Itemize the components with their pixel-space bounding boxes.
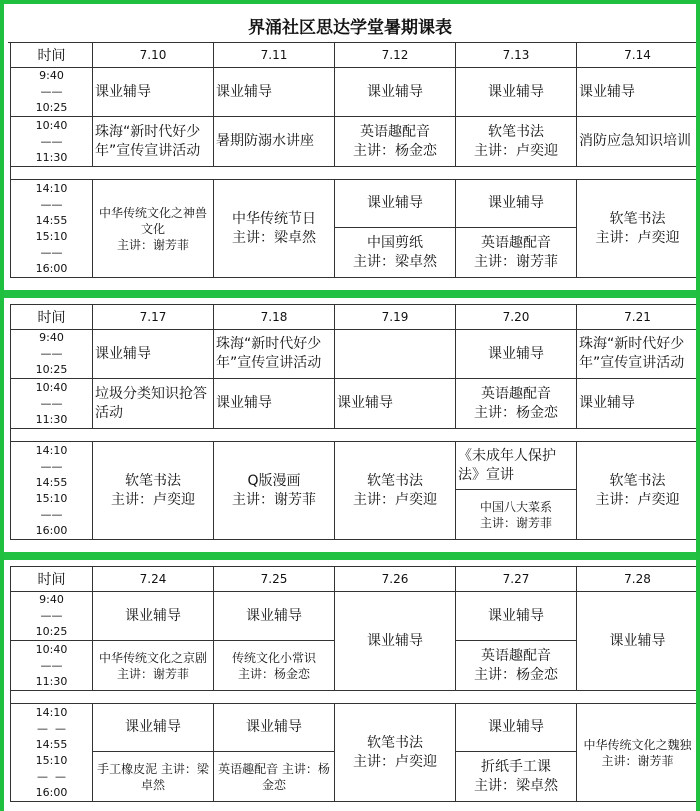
date-header: 7.14 [577, 43, 699, 68]
date-header: 7.11 [214, 43, 335, 68]
date-header: 7.12 [335, 43, 456, 68]
date-header: 7.19 [335, 305, 456, 330]
class-cell: 课业辅导 [214, 704, 335, 752]
class-cell: 课业辅导 [335, 180, 456, 228]
time-slot: 10:40 —— 11:30 [11, 379, 93, 429]
week2-table [10, 304, 699, 540]
class-cell: 中国八大菜系 主讲：谢芳菲 [456, 490, 577, 540]
time-slot: 10:40 —— 11:30 [11, 641, 93, 691]
class-cell: 传统文化小常识 主讲：杨金恋 [214, 641, 335, 691]
week3-table [10, 566, 699, 802]
class-cell: 课业辅导 [577, 379, 699, 429]
class-cell: 课业辅导 [335, 68, 456, 117]
week-separator [4, 290, 696, 298]
class-cell: 英语趣配音 主讲：杨金恋 [456, 641, 577, 691]
class-cell: 课业辅导 [93, 704, 214, 752]
date-header: 7.27 [456, 567, 577, 592]
date-header: 7.25 [214, 567, 335, 592]
class-cell: 课业辅导 [577, 68, 699, 117]
row-gap [11, 167, 699, 180]
class-cell: 软笔书法 主讲：卢奕迎 [577, 442, 699, 540]
class-cell: 课业辅导 [456, 704, 577, 752]
class-cell: 中国剪纸 主讲：梁卓然 [335, 228, 456, 278]
class-cell: 课业辅导 [456, 330, 577, 379]
class-cell: 课业辅导 [577, 592, 699, 691]
class-cell: 中华传统节日 主讲：梁卓然 [214, 180, 335, 278]
class-cell: 英语趣配音 主讲：杨金恋 [456, 379, 577, 429]
class-cell: 手工橡皮泥 主讲：梁卓然 [93, 752, 214, 802]
class-cell: 软笔书法 主讲：卢奕迎 [456, 117, 577, 167]
class-cell: 中华传统文化之京剧 主讲：谢芳菲 [93, 641, 214, 691]
class-cell: Q版漫画 主讲：谢芳菲 [214, 442, 335, 540]
class-cell: 垃圾分类知识抢答活动 [93, 379, 214, 429]
class-cell: 课业辅导 [456, 592, 577, 641]
week1-table [10, 42, 699, 278]
class-cell: 珠海“新时代好少年”宣传宣讲活动 [214, 330, 335, 379]
time-header: 时间 [11, 305, 93, 330]
class-cell: 课业辅导 [214, 379, 335, 429]
class-cell: 消防应急知识培训 [577, 117, 699, 167]
schedule-title: 界涌社区思达学堂暑期课表 [8, 8, 692, 43]
class-cell: 中华传统文化之神兽文化 主讲：谢芳菲 [93, 180, 214, 278]
class-cell: 中华传统文化之魏独 主讲：谢芳菲 [577, 704, 699, 802]
date-header: 7.21 [577, 305, 699, 330]
time-slot: 9:40 —— 10:25 [11, 330, 93, 379]
class-cell: 课业辅导 [93, 68, 214, 117]
date-header: 7.18 [214, 305, 335, 330]
time-slot: 14:10 — — 14:55 15:10 — — 16:00 [11, 704, 93, 802]
row-gap [11, 429, 699, 442]
time-header: 时间 [11, 43, 93, 68]
class-cell: 课业辅导 [456, 68, 577, 117]
date-header: 7.24 [93, 567, 214, 592]
class-cell: 课业辅导 [93, 330, 214, 379]
class-cell: 珠海“新时代好少年”宣传宣讲活动 [577, 330, 699, 379]
date-header: 7.13 [456, 43, 577, 68]
class-cell: 课业辅导 [335, 379, 456, 429]
class-cell: 折纸手工课 主讲：梁卓然 [456, 752, 577, 802]
class-cell: 课业辅导 [214, 592, 335, 641]
time-slot: 9:40 —— 10:25 [11, 68, 93, 117]
date-header: 7.10 [93, 43, 214, 68]
time-slot: 14:10 —— 14:55 15:10 —— 16:00 [11, 180, 93, 278]
row-gap [11, 691, 699, 704]
class-cell: 软笔书法 主讲：卢奕迎 [335, 704, 456, 802]
class-cell: 课业辅导 [214, 68, 335, 117]
class-cell: 英语趣配音 主讲：谢芳菲 [456, 228, 577, 278]
class-cell: 软笔书法 主讲：卢奕迎 [335, 442, 456, 540]
class-cell: 课业辅导 [93, 592, 214, 641]
time-slot: 10:40 —— 11:30 [11, 117, 93, 167]
date-header: 7.17 [93, 305, 214, 330]
class-cell: 暑期防溺水讲座 [214, 117, 335, 167]
time-slot: 9:40 —— 10:25 [11, 592, 93, 641]
class-cell: 珠海“新时代好少年”宣传宣讲活动 [93, 117, 214, 167]
date-header: 7.20 [456, 305, 577, 330]
time-header: 时间 [11, 567, 93, 592]
date-header: 7.28 [577, 567, 699, 592]
date-header: 7.26 [335, 567, 456, 592]
class-cell: 英语趣配音 主讲：杨金恋 [335, 117, 456, 167]
class-cell: 《未成年人保护法》宣讲 [456, 442, 577, 490]
class-cell: 英语趣配音 主讲：杨金恋 [214, 752, 335, 802]
class-cell: 课业辅导 [335, 592, 456, 691]
class-cell [335, 330, 456, 379]
class-cell: 课业辅导 [456, 180, 577, 228]
week-separator [4, 552, 696, 560]
class-cell: 软笔书法 主讲：卢奕迎 [93, 442, 214, 540]
class-cell: 软笔书法 主讲：卢奕迎 [577, 180, 699, 278]
time-slot: 14:10 —— 14:55 15:10 —— 16:00 [11, 442, 93, 540]
